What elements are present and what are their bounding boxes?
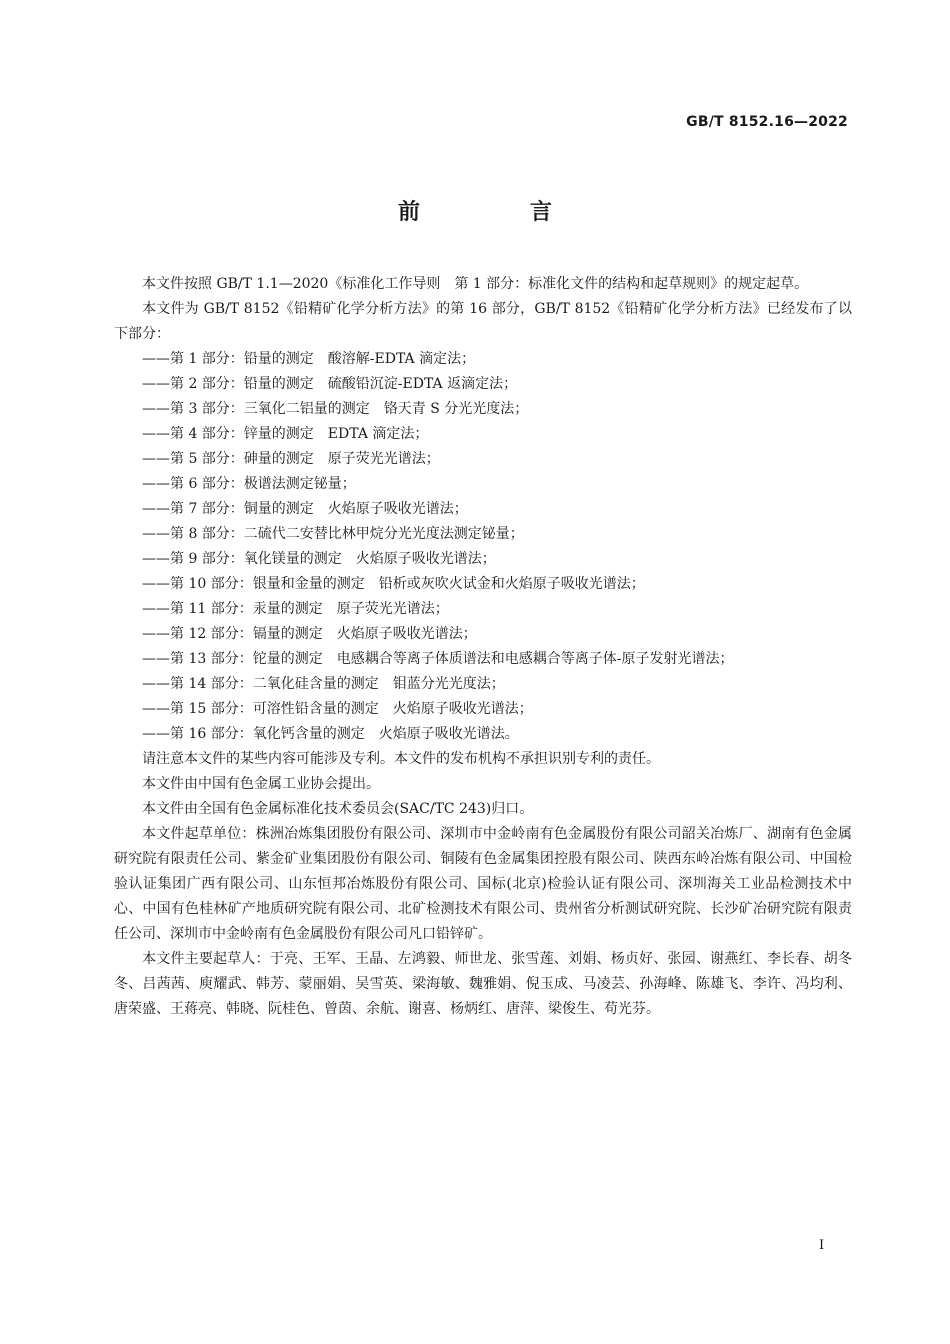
list-item: ——第 2 部分：铅量的测定 硫酸铅沉淀-EDTA 返滴定法；	[142, 376, 518, 392]
page-number: I	[819, 1238, 825, 1253]
list-item: ——第 16 部分：氧化钙含量的测定 火焰原子吸收光谱法。	[142, 726, 519, 742]
list-item: ——第 13 部分：铊量的测定 电感耦合等离子体质谱法和电感耦合等离子体-原子发射光谱法；	[142, 651, 734, 667]
page-title: 前 言	[397, 200, 596, 225]
intro-paragraph: 本文件按照 GB/T 1.1—2020《标准化工作导则 第 1 部分：标准化文件的结构和起草规则》的规定起草。	[142, 276, 809, 292]
drafters: 本文件主要起草人：于亮、王军、王晶、左鸿毅、师世龙、张雪莲、刘娟、杨贞好、张园、谢燕红、李长春、胡冬冬、吕茜茜、庾耀武、韩芳、蒙丽娟、吴雪英、梁海敏、魏雅娟、倪玉成、马凌芸、孙海峰、陈雄飞、李许、冯均利、唐荣盛、王蒋亮、韩晓、阮桂色、曾茵、余航、谢喜、杨炳红、唐萍、梁俊生、苟光芬。	[114, 951, 852, 1017]
committee-statement: 本文件由全国有色金属标准化技术委员会(SAC/TC 243)归口。	[142, 801, 534, 817]
list-item: ——第 11 部分：汞量的测定 原子荧光光谱法；	[142, 601, 449, 617]
intro-paragraph: 本文件为 GB/T 8152《铅精矿化学分析方法》的第 16 部分，GB/T 8152《铅精矿化学分析方法》已经发布了以下部分：	[114, 301, 852, 342]
list-item: ——第 1 部分：铅量的测定 酸溶解-EDTA 滴定法；	[142, 351, 476, 367]
parts-list	[114, 347, 852, 747]
list-item: ——第 9 部分：氧化镁量的测定 火焰原子吸收光谱法；	[142, 551, 496, 567]
list-item: ——第 7 部分：铜量的测定 火焰原子吸收光谱法；	[142, 501, 468, 517]
proposer-statement: 本文件由中国有色金属工业协会提出。	[142, 776, 380, 792]
list-item: ——第 10 部分：银量和金量的测定 铅析或灰吹火试金和火焰原子吸收光谱法；	[142, 576, 645, 592]
drafting-units: 本文件起草单位：株洲冶炼集团股份有限公司、深圳市中金岭南有色金属股份有限公司韶关冶炼厂、湖南有色金属研究院有限责任公司、紫金矿业集团股份有限公司、铜陵有色金属集团控股有限公司、陕西东岭冶炼有限公司、中国检验认证集团广西有限公司、山东恒邦冶炼股份有限公司、国标(北京)检验认证有限公司、深圳海关工业品检测技术中心、中国有色桂林矿产地质研究院有限公司、北矿检测技术有限公司、贵州省分析测试研究院、长沙矿冶研究院有限责任公司、深圳市中金岭南有色金属股份有限公司凡口铅锌矿。	[114, 826, 852, 942]
document-body	[114, 272, 852, 1022]
list-item: ——第 5 部分：砷量的测定 原子荧光光谱法；	[142, 451, 440, 467]
list-item: ——第 14 部分：二氧化硅含量的测定 钼蓝分光光度法；	[142, 676, 505, 692]
list-item: ——第 6 部分：极谱法测定铋量；	[142, 476, 356, 492]
list-item: ——第 4 部分：锌量的测定 EDTA 滴定法；	[142, 426, 429, 442]
list-item: ——第 3 部分：三氧化二铝量的测定 铬天青 S 分光光度法；	[142, 401, 529, 417]
list-item: ——第 8 部分：二硫代二安替比林甲烷分光光度法测定铋量；	[142, 526, 524, 542]
standard-code: GB/T 8152.16—2022	[686, 114, 848, 130]
list-item: ——第 15 部分：可溶性铅含量的测定 火焰原子吸收光谱法；	[142, 701, 533, 717]
patent-notice: 请注意本文件的某些内容可能涉及专利。本文件的发布机构不承担识别专利的责任。	[142, 751, 660, 767]
list-item: ——第 12 部分：镉量的测定 火焰原子吸收光谱法；	[142, 626, 477, 642]
